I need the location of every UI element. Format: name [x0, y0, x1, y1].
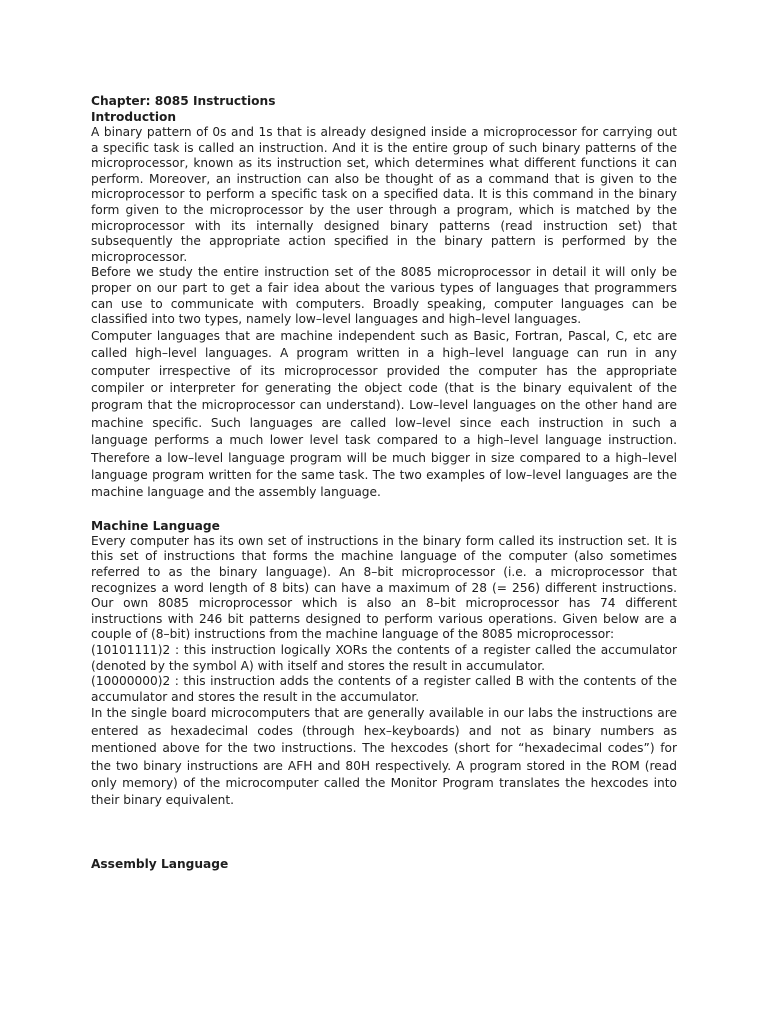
intro-paragraph-1: A binary pattern of 0s and 1s that is already designed inside a microprocessor for carrying out a specific task is called an instruction. And it is the entire group of such binary patterns of the microprocessor, known as its instruction set, which determines what different functions it can perform. Moreover, an instruction can also be thought of as a command that is given to the microprocessor to perform a specific task on a specified data. It is this command in the binary form given to the microprocessor by the user through a program, which is matched by the microprocessor with its internally designed binary patterns (read instruction set) that subsequently the appropriate action specified in the binary pattern is performed by the microprocessor. [91, 125, 677, 264]
machine-paragraph-1: Every computer has its own set of instructions in the binary form called its instruction set. It is this set of instructions that forms the machine language of the computer (also sometimes referred to as the binary language). An 8–bit microprocessor (i.e. a microprocessor that recognizes a word length of 8 bits) can have a maximum of 28 (= 256) different instructions. Our own 8085 microprocessor which is also an 8–bit microprocessor has 74 different instructions with 246 bit patterns designed to perform various operations. Given below are a couple of (8–bit) instructions from the machine language of the 8085 microprocessor: [91, 533, 677, 642]
machine-paragraph-3: (10000000)2 : this instruction adds the contents of a register called B with the contents of the accumulator and stores the result in the accumulator. [91, 674, 677, 704]
chapter-title: Chapter: 8085 Instructions [91, 94, 276, 108]
section-spacer [91, 502, 677, 518]
section-heading-machine-language: Machine Language [91, 518, 220, 533]
intro-paragraph-3: Computer languages that are machine independent such as Basic, Fortran, Pascal, C, etc are called high–level languages. A program written in a high–level language can run in any computer irrespective of its microprocessor provided the computer has the appropriate compiler or interpreter for generating the object code (that is the binary equivalent of the program that the microprocessor can understand). Low–level languages on the other hand are machine specific. Such languages are called low–level since each instruction in such a language performs a much lower level task compared to a high–level language instruction. Therefore a low–level language program will be much bigger in size compared to a high–level language program written for the same task. The two examples of low–level languages are the machine language and the assembly language. [91, 328, 677, 500]
machine-paragraph-4: In the single board microcomputers that are generally available in our labs the instructions are entered as hexadecimal codes (through hex–keyboards) and not as binary numbers as mentioned above for the two instructions. The hexcodes (short for “hexadecimal codes”) for the two binary instructions are AFH and 80H respectively. A program stored in the ROM (read only memory) of the microcomputer called the Monitor Program translates the hexcodes into their binary equivalent. [91, 706, 677, 808]
section-spacer [91, 810, 677, 856]
intro-paragraph-2: Before we study the entire instruction set of the 8085 microprocessor in detail it will only be proper on our part to get a fair idea about the various types of languages that programmers can use to communicate with computers. Broadly speaking, computer languages can be classified into two types, namely low–level languages and high–level languages. [91, 265, 677, 327]
section-heading-introduction: Introduction [91, 110, 177, 124]
section-heading-assembly-language: Assembly Language [91, 856, 229, 871]
document-page [91, 93, 677, 872]
machine-paragraph-2: (10101111)2 : this instruction logically XORs the contents of a register called the accumulator (denoted by the symbol A) with itself and stores the result in accumulator. [91, 642, 677, 673]
